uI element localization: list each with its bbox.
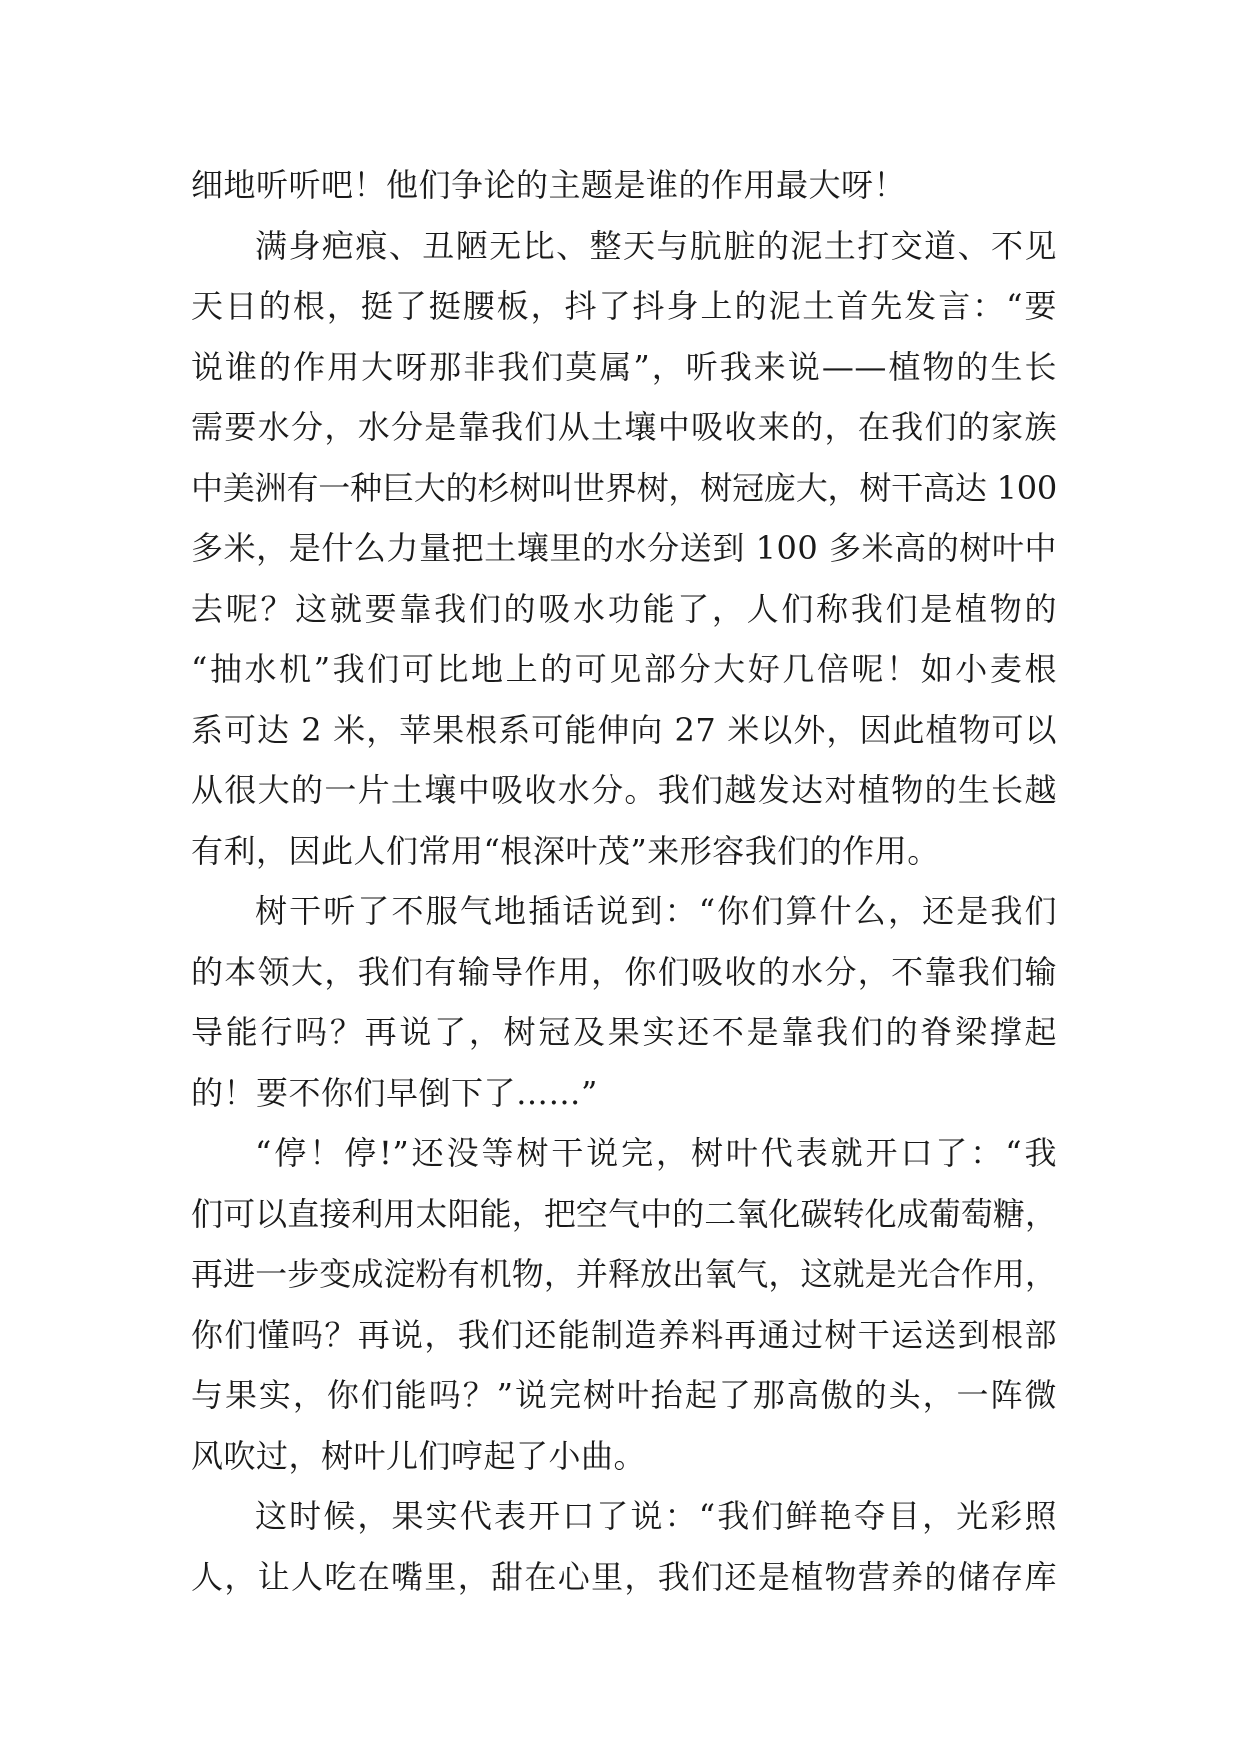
text-line: 说谁的作用大呀那非我们莫属”，听我来说——植物的生长: [191, 347, 1057, 386]
text-line: 天日的根，挺了挺腰板，抖了抖身上的泥土首先发言：“要: [191, 287, 1057, 325]
text-line: 系可达 2 米，苹果根系可能伸向 27 米以外，因此植物可以: [191, 710, 1057, 749]
text-line: 们可以直接利用太阳能，把空气中的二氧化碳转化成葡萄糖，: [191, 1194, 1057, 1233]
text-line: 再进一步变成淀粉有机物，并释放出氧气，这就是光合作用，: [191, 1255, 1057, 1293]
text-line: 的！要不你们早倒下了……”: [191, 1073, 598, 1112]
text-line: 与果实，你们能吗？”说完树叶抬起了那高傲的头，一阵微: [191, 1376, 1057, 1414]
text-line: 从很大的一片土壤中吸收水分。我们越发达对植物的生长越: [191, 771, 1057, 809]
text-line: 的本领大，我们有输导作用，你们吸收的水分，不靠我们输: [191, 952, 1057, 991]
text-line: 人，让人吃在嘴里，甜在心里，我们还是植物营养的储存库: [191, 1557, 1057, 1596]
text-line: 导能行吗？再说了，树冠及果实还不是靠我们的脊梁撑起: [191, 1013, 1057, 1051]
text-line: 细地听听吧！他们争论的主题是谁的作用最大呀！: [191, 166, 907, 204]
text-line: “停！停!”还没等树干说完，树叶代表就开口了：“我: [255, 1134, 1057, 1172]
text-line: 去呢？这就要靠我们的吸水功能了，人们称我们是植物的: [191, 589, 1057, 628]
text-line: 风吹过，树叶儿们哼起了小曲。: [191, 1436, 647, 1475]
text-line: “抽水机”我们可比地上的可见部分大好几倍呢！如小麦根: [191, 650, 1057, 688]
text-line: 你们懂吗？再说，我们还能制造养料再通过树干运送到根部: [191, 1315, 1057, 1354]
text-line: 这时候，果实代表开口了说：“我们鲜艳夺目，光彩照: [255, 1497, 1057, 1535]
document-body: [191, 155, 1057, 1607]
text-line: 中美洲有一种巨大的杉树叫世界树，树冠庞大，树干高达 100: [191, 468, 1057, 507]
text-line: 有利，因此人们常用“根深叶茂”来形容我们的作用。: [191, 831, 940, 870]
text-line: 满身疤痕、丑陋无比、整天与肮脏的泥土打交道、不见: [255, 226, 1057, 265]
text-line: 多米，是什么力量把土壤里的水分送到 100 多米高的树叶中: [191, 529, 1057, 567]
text-line: 树干听了不服气地插话说到：“你们算什么，还是我们: [255, 892, 1057, 930]
text-line: 需要水分，水分是靠我们从土壤中吸收来的，在我们的家族: [191, 408, 1057, 446]
